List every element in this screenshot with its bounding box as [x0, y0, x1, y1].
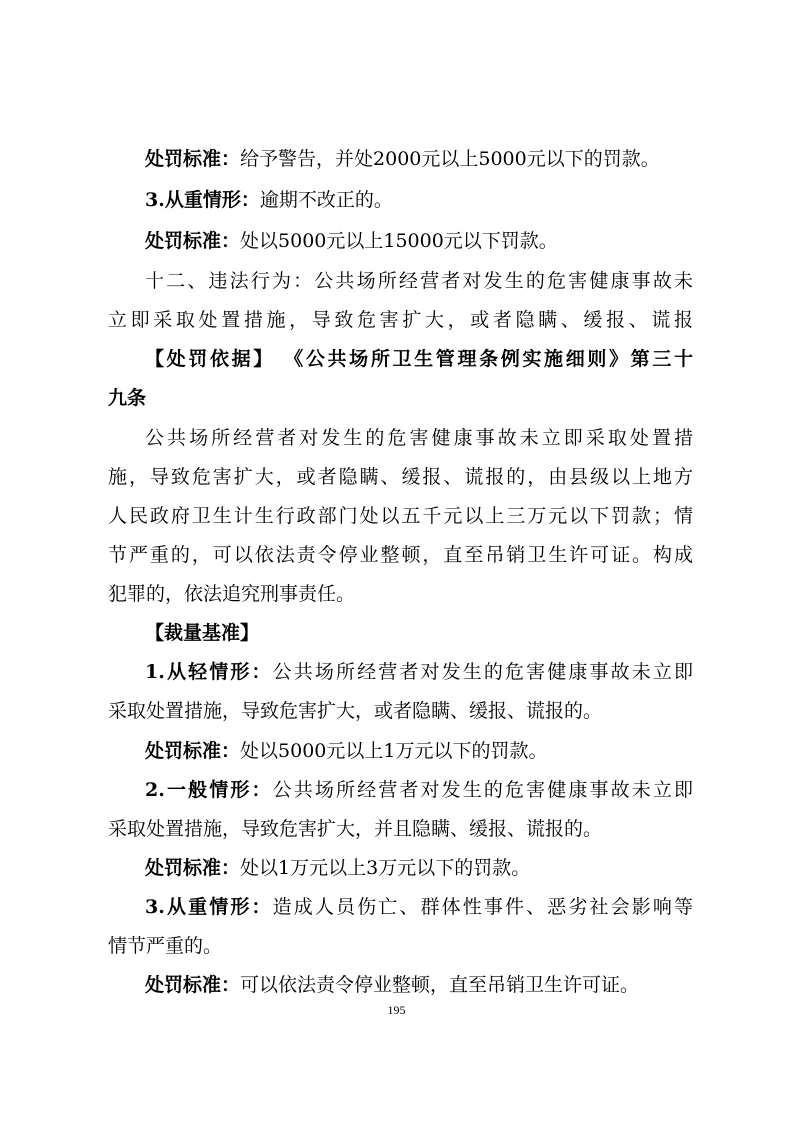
- regulation-text-line: 人民政府卫生计生行政部门处以五千元以上三万元以下罚款；情: [108, 505, 693, 527]
- violation-heading-line: 立即采取处置措施，导致危害扩大，或者隐瞒、缓报、谎报: [108, 309, 693, 331]
- general-case-line: 2.一般情形：公共场所经营者对发生的危害健康事故未立即: [145, 779, 693, 801]
- severe-case-line: 情节严重的。: [108, 935, 223, 957]
- mild-case-line: 1.从轻情形：公共场所经营者对发生的危害健康事故未立即: [145, 661, 693, 683]
- penalty-basis-heading: 【处罚依据】 《公共场所卫生管理条例实施细则》第三十: [145, 348, 693, 370]
- penalty-standard-line: 处罚标准：可以依法责令停业整顿，直至吊销卫生许可证。: [145, 974, 640, 996]
- regulation-text-line: 节严重的，可以依法责令停业整顿，直至吊销卫生许可证。构成: [108, 544, 693, 566]
- penalty-standard-line: 处罚标准：处以5000元以上15000元以下罚款。: [145, 230, 558, 252]
- severe-case-line: 3.从重情形：逾期不改正的。: [145, 189, 393, 211]
- penalty-standard-line: 处罚标准：处以1万元以上3万元以下的罚款。: [145, 857, 531, 879]
- penalty-basis-heading: 九条: [108, 387, 147, 409]
- page-number: 195: [387, 1003, 406, 1017]
- general-case-line: 采取处置措施，导致危害扩大，并且隐瞒、缓报、谎报的。: [108, 818, 603, 840]
- discretion-standard-heading: 【裁量基准】: [145, 622, 260, 644]
- severe-case-line: 3.从重情形：造成人员伤亡、群体性事件、恶劣社会影响等: [145, 896, 693, 918]
- violation-heading-line: 十二、违法行为：公共场所经营者对发生的危害健康事故未: [145, 270, 693, 292]
- regulation-text-line: 犯罪的，依法追究刑事责任。: [108, 583, 356, 605]
- regulation-text-line: 公共场所经营者对发生的危害健康事故未立即采取处置措: [145, 427, 693, 449]
- penalty-standard-line: 处罚标准：处以5000元以上1万元以下的罚款。: [145, 740, 548, 762]
- mild-case-line: 采取处置措施，导致危害扩大，或者隐瞒、缓报、谎报的。: [108, 700, 603, 722]
- regulation-text-line: 施，导致危害扩大，或者隐瞒、缓报、谎报的，由县级以上地方: [108, 466, 693, 488]
- penalty-standard-line: 处罚标准：给予警告，并处2000元以上5000元以下的罚款。: [145, 148, 660, 170]
